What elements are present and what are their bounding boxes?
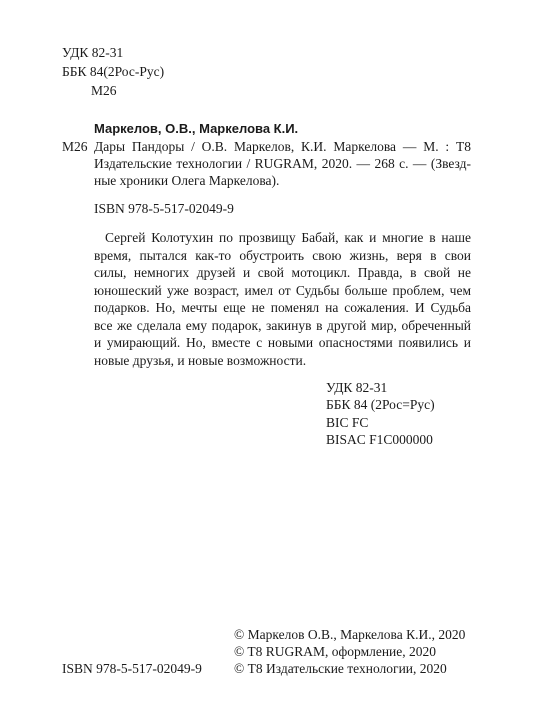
bbk-code: ББК 84(2Рос-Рус) bbox=[62, 64, 165, 79]
record-line-3: ные хроники Олега Маркелова). bbox=[94, 173, 280, 188]
record-author-mark: М26 bbox=[62, 139, 88, 154]
record-line-1: Дары Пандоры / О.В. Маркелов, К.И. Маркелова — М. : Т8 bbox=[94, 139, 471, 154]
bbk-code-secondary: ББК 84 (2Рос=Рус) bbox=[326, 397, 435, 412]
record-line-2: Издательские технологии / RUGRAM, 2020. — 268 с. — (Звезд- bbox=[94, 156, 471, 171]
copyright-design: © T8 RUGRAM, оформление, 2020 bbox=[234, 644, 437, 659]
annotation-line: время, пытался как-то обустроить свою жизнь, веря в свои bbox=[94, 248, 471, 263]
copyright-publisher: © Т8 Издательские технологии, 2020 bbox=[234, 661, 447, 676]
udk-code-secondary: УДК 82-31 bbox=[326, 380, 388, 395]
annotation-line: Сергей Колотухин по прозвищу Бабай, как и многие в наше bbox=[105, 230, 471, 245]
record-isbn: ISBN 978-5-517-02049-9 bbox=[94, 201, 234, 216]
annotation-line: подарков. Но, мечты еще не поменял на сожаления. И Судьба bbox=[94, 300, 471, 315]
record-authors: Маркелов, О.В., Маркелова К.И. bbox=[94, 121, 299, 136]
annotation-line: и умирающий. Но, вместе с новыми опасностями появились и bbox=[94, 335, 471, 350]
annotation-line: новые друзья, и новые возможности. bbox=[94, 353, 307, 368]
footer-isbn: ISBN 978-5-517-02049-9 bbox=[62, 661, 202, 676]
bisac-code: BISAC F1C000000 bbox=[326, 432, 433, 447]
bic-code: BIC FC bbox=[326, 415, 369, 430]
annotation-line: все же сделала ему подарок, закинув в другой мир, обреченный bbox=[94, 318, 471, 333]
annotation-line: юношеский уже возраст, имел от Судьбы больше проблем, чем bbox=[94, 283, 471, 298]
copyright-authors: © Маркелов О.В., Маркелова К.И., 2020 bbox=[234, 627, 466, 642]
author-mark: М26 bbox=[91, 83, 117, 98]
udk-code: УДК 82-31 bbox=[62, 45, 124, 60]
annotation-line: силы, немногих друзей и свой мотоцикл. Правда, в свой не bbox=[94, 265, 471, 280]
